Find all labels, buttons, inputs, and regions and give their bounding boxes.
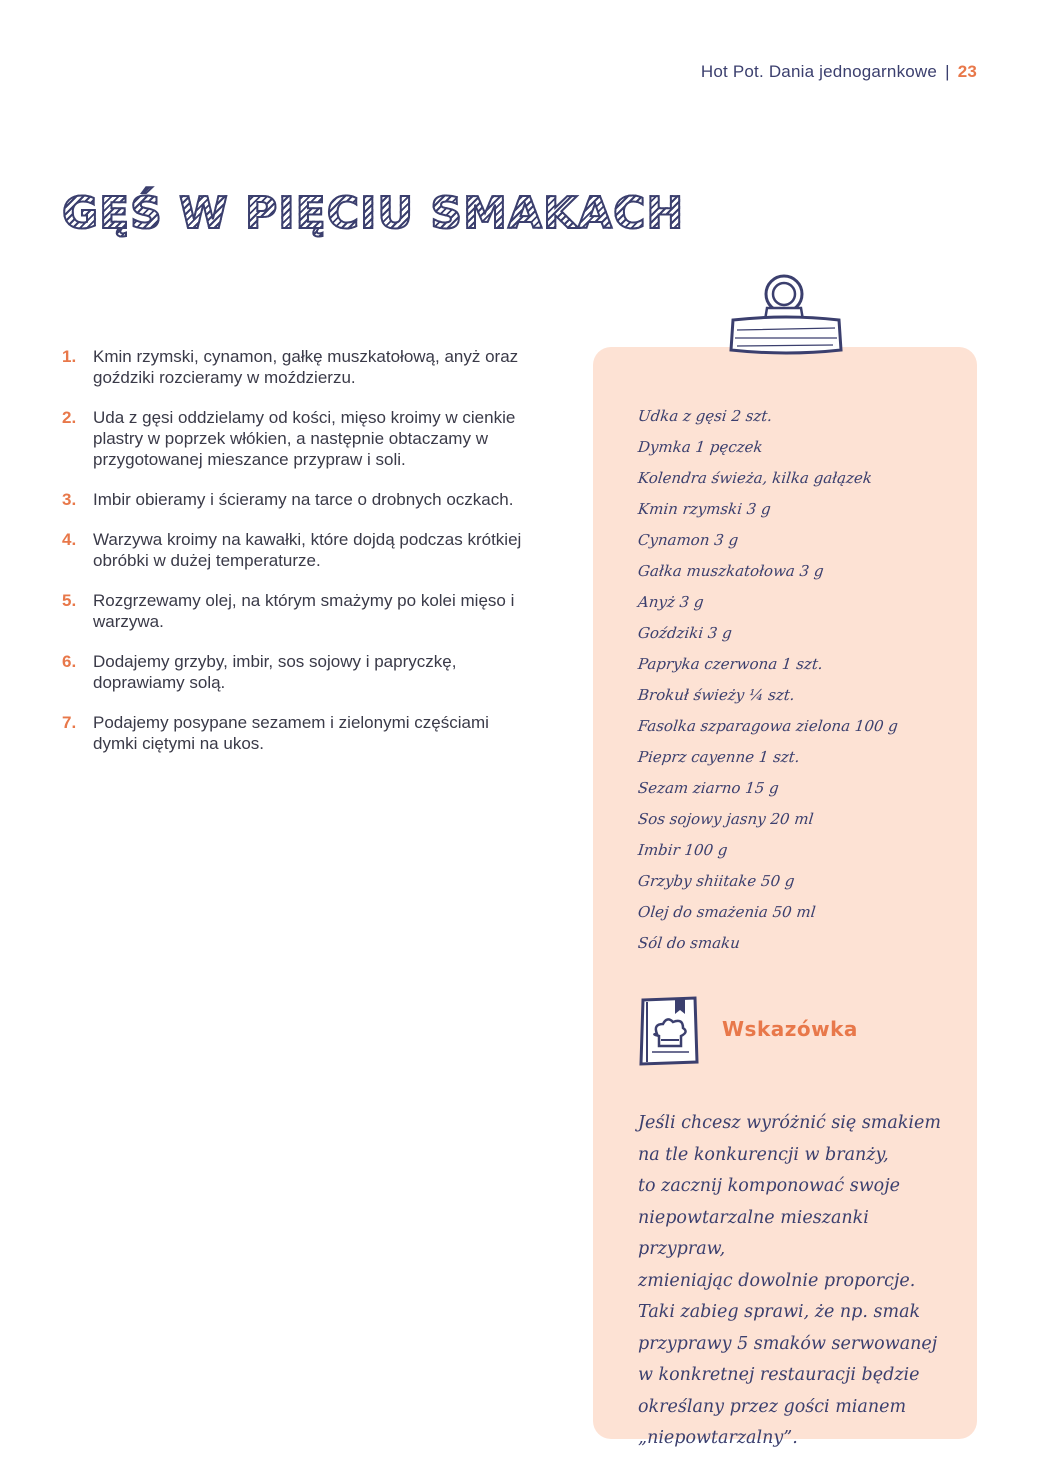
step-item: [62, 489, 522, 510]
step-item: [62, 651, 522, 693]
ingredient-item: Fasolka szparagowa zielona 100 g: [637, 717, 899, 735]
ingredient-item: Goździki 3 g: [637, 624, 733, 642]
ingredient-item: Sezam ziarno 15 g: [637, 779, 780, 797]
step-text: Imbir obieramy i ścieramy na tarce o drobnych oczkach.: [93, 490, 514, 509]
tip-line: na tle konkurencji w branży,: [638, 1144, 889, 1165]
chef-book-icon: [637, 996, 701, 1066]
step-number: 5.: [62, 591, 77, 610]
ingredient-item: Grzyby shiitake 50 g: [637, 872, 796, 890]
ingredient-item: Kmin rzymski 3 g: [637, 500, 772, 518]
ingredient-item: Papryka czerwona 1 szt.: [637, 655, 824, 673]
step-item: [62, 407, 522, 470]
ingredient-item: Gałka muszkatołowa 3 g: [637, 562, 825, 580]
step-number: 1.: [62, 347, 77, 366]
step-item: [62, 590, 522, 632]
step-number: 2.: [62, 408, 77, 427]
ingredient-item: Dymka 1 pęczek: [637, 438, 764, 456]
tip-line: przyprawy 5 smaków serwowanej: [638, 1333, 938, 1354]
step-number: 3.: [62, 490, 77, 509]
step-number: 4.: [62, 530, 77, 549]
step-text: Rozgrzewamy olej, na którym smażymy po kolei mięso i warzywa.: [93, 591, 515, 631]
page-number: 23: [957, 62, 977, 81]
ingredient-item: Pieprz cayenne 1 szt.: [637, 748, 801, 766]
book-title: Hot Pot. Dania jednogarnkowe: [700, 62, 938, 81]
step-text: Warzywa kroimy na kawałki, które dojdą podczas krótkiej obróbki w dużej temperaturze.: [93, 530, 522, 570]
recipe-steps: [62, 346, 522, 773]
ingredients-list: [638, 401, 898, 959]
tip-text: [638, 1108, 948, 1455]
recipe-title: GĘŚ W PIĘCIU SMAKACH: [62, 188, 685, 239]
ingredient-item: Udka z gęsi 2 szt.: [637, 407, 774, 425]
tip-line: niepowtarzalne mieszanki przypraw,: [638, 1207, 869, 1259]
tip-title: Wskazówka: [722, 1017, 858, 1041]
step-text: Podajemy posypane sezamem i zielonymi częściami dymki ciętymi na ukos.: [93, 713, 489, 753]
tip-line: Jeśli chcesz wyróżnić się smakiem: [638, 1113, 941, 1133]
ingredient-item: Sos sojowy jasny 20 ml: [637, 810, 815, 828]
tip-line: określany przez gości mianem: [638, 1396, 907, 1417]
tip-line: Taki zabieg sprawi, że np. smak: [638, 1302, 921, 1322]
ingredient-item: Brokuł świeży ¼ szt.: [637, 686, 796, 704]
header-separator: |: [945, 62, 950, 81]
tip-line: „niepowtarzalny”.: [638, 1428, 798, 1448]
ingredient-item: Anyż 3 g: [637, 593, 705, 611]
step-text: Kmin rzymski, cynamon, gałkę muszkatołową, anyż oraz goździki rozcieramy w moździerzu.: [93, 347, 519, 387]
step-number: 7.: [62, 713, 77, 732]
ingredient-item: Cynamon 3 g: [637, 531, 740, 549]
tip-line: zmieniając dowolnie proporcje.: [638, 1270, 916, 1291]
ingredient-item: Imbir 100 g: [637, 841, 729, 859]
step-item: [62, 712, 522, 754]
step-item: [62, 529, 522, 571]
tip-line: to zacznij komponować swoje: [638, 1176, 900, 1196]
tip-line: w konkretnej restauracji będzie: [638, 1365, 920, 1385]
ingredient-item: Sól do smaku: [637, 934, 741, 952]
page-header: [701, 62, 977, 82]
step-number: 6.: [62, 652, 77, 671]
step-text: Uda z gęsi oddzielamy od kości, mięso kroimy w cienkie plastry w poprzek włókien, a następnie obtaczamy w przygotowanej mieszance przypraw i soli.: [93, 408, 516, 469]
clipboard-clip-icon: [727, 270, 845, 360]
step-item: [62, 346, 522, 388]
step-text: Dodajemy grzyby, imbir, sos sojowy i papryczkę, doprawiamy solą.: [93, 652, 457, 692]
ingredient-item: Kolendra świeża, kilka gałązek: [637, 469, 873, 487]
ingredient-item: Olej do smażenia 50 ml: [637, 903, 817, 921]
